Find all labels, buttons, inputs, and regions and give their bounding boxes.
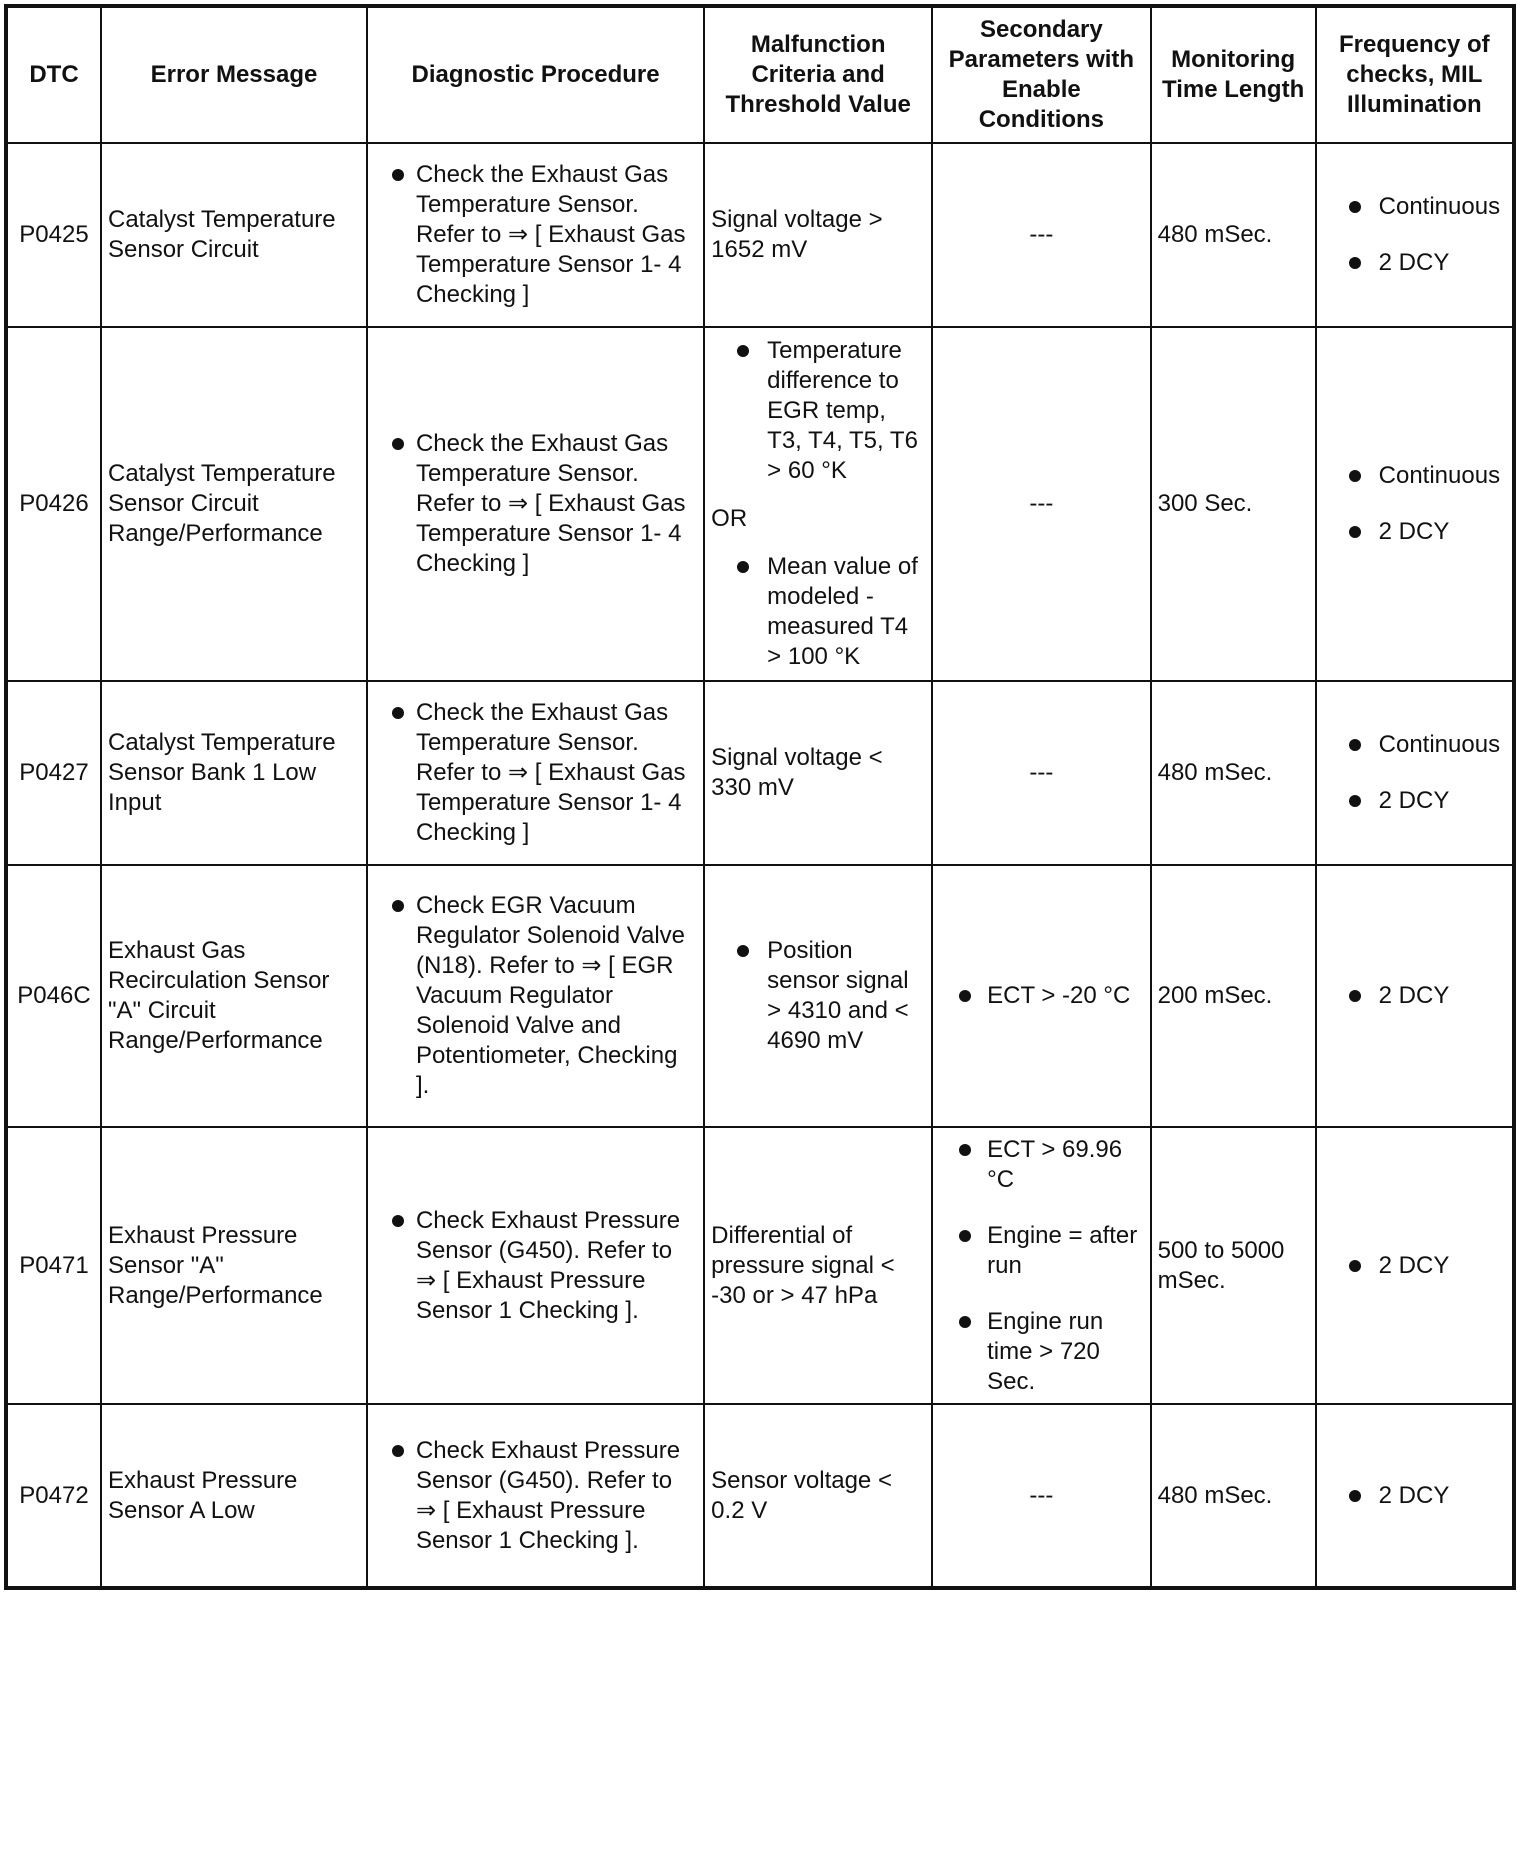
diagnostic-procedure <box>367 143 704 327</box>
criteria-item: Mean value of modeled - measured T4 > 100 °K <box>711 552 925 672</box>
diagnostic-procedure <box>367 681 704 865</box>
monitoring-time: 500 to 5000 mSec. <box>1151 1127 1316 1404</box>
frequency <box>1316 1404 1514 1588</box>
malfunction-criteria: Sensor voltage < 0.2 V <box>704 1404 932 1588</box>
diagnostic-procedure <box>367 865 704 1127</box>
diagnostic-procedure <box>367 327 704 681</box>
secondary-parameters: --- <box>932 681 1150 865</box>
header-secondary-parameters: Secondary Parameters with Enable Conditions <box>932 6 1150 143</box>
dtc-code: P0425 <box>6 143 101 327</box>
criteria-item: Position sensor signal > 4310 and < 4690 mV <box>711 936 925 1056</box>
monitoring-time: 480 mSec. <box>1151 1404 1316 1588</box>
dtc-code: P0426 <box>6 327 101 681</box>
header-dtc: DTC <box>6 6 101 143</box>
frequency-item: 2 DCY <box>1323 1481 1506 1511</box>
procedure-item: Check the Exhaust Gas Temperature Sensor. Refer to ⇒ [ Exhaust Gas Temperature Sensor 1- 4 Checking ] <box>374 160 697 310</box>
malfunction-criteria: Signal voltage < 330 mV <box>704 681 932 865</box>
frequency-item: Continuous <box>1323 730 1506 760</box>
procedure-item: Check EGR Vacuum Regulator Solenoid Valve (N18). Refer to ⇒ [ EGR Vacuum Regulator Solenoid Valve and Potentiometer, Checking ]. <box>374 891 697 1101</box>
table-row <box>6 681 1514 865</box>
dtc-table <box>4 4 1516 1590</box>
frequency-item: Continuous <box>1323 192 1506 222</box>
secondary-item: ECT > -20 °C <box>939 981 1143 1011</box>
procedure-item: Check the Exhaust Gas Temperature Sensor. Refer to ⇒ [ Exhaust Gas Temperature Sensor 1- 4 Checking ] <box>374 698 697 848</box>
frequency <box>1316 1127 1514 1404</box>
error-message: Exhaust Pressure Sensor A Low <box>101 1404 367 1588</box>
secondary-item: ECT > 69.96 °C <box>939 1135 1143 1195</box>
error-message: Exhaust Pressure Sensor "A" Range/Performance <box>101 1127 367 1404</box>
diagnostic-procedure <box>367 1127 704 1404</box>
secondary-parameters: --- <box>932 143 1150 327</box>
secondary-item: Engine = after run <box>939 1221 1143 1281</box>
dtc-code: P0427 <box>6 681 101 865</box>
table-row <box>6 143 1514 327</box>
dtc-code: P046C <box>6 865 101 1127</box>
monitoring-time: 300 Sec. <box>1151 327 1316 681</box>
malfunction-criteria: Signal voltage > 1652 mV <box>704 143 932 327</box>
malfunction-criteria <box>704 865 932 1127</box>
error-message: Exhaust Gas Recirculation Sensor "A" Circuit Range/Performance <box>101 865 367 1127</box>
frequency <box>1316 327 1514 681</box>
monitoring-time: 480 mSec. <box>1151 681 1316 865</box>
malfunction-criteria <box>704 327 932 681</box>
header-monitoring-time: Monitoring Time Length <box>1151 6 1316 143</box>
error-message: Catalyst Temperature Sensor Circuit <box>101 143 367 327</box>
frequency-item: Continuous <box>1323 461 1506 491</box>
frequency-item: 2 DCY <box>1323 248 1506 278</box>
dtc-table-container <box>4 4 1516 1590</box>
header-row <box>6 6 1514 143</box>
frequency-item: 2 DCY <box>1323 786 1506 816</box>
criteria-item: Temperature difference to EGR temp, T3, T4, T5, T6 > 60 °K <box>711 336 925 486</box>
malfunction-criteria: Differential of pressure signal < -30 or > 47 hPa <box>704 1127 932 1404</box>
monitoring-time: 200 mSec. <box>1151 865 1316 1127</box>
monitoring-time: 480 mSec. <box>1151 143 1316 327</box>
procedure-item: Check the Exhaust Gas Temperature Sensor. Refer to ⇒ [ Exhaust Gas Temperature Sensor 1- 4 Checking ] <box>374 429 697 579</box>
criteria-or: OR <box>711 505 748 532</box>
secondary-parameters <box>932 1127 1150 1404</box>
frequency <box>1316 865 1514 1127</box>
frequency-item: 2 DCY <box>1323 517 1506 547</box>
procedure-item: Check Exhaust Pressure Sensor (G450). Refer to ⇒ [ Exhaust Pressure Sensor 1 Checking ]. <box>374 1206 697 1326</box>
header-frequency: Frequency of checks, MIL Illumination <box>1316 6 1514 143</box>
diagnostic-procedure <box>367 1404 704 1588</box>
header-diagnostic-procedure: Diagnostic Procedure <box>367 6 704 143</box>
header-error-message: Error Message <box>101 6 367 143</box>
frequency <box>1316 681 1514 865</box>
error-message: Catalyst Temperature Sensor Bank 1 Low Input <box>101 681 367 865</box>
header-malfunction-criteria: Malfunction Criteria and Threshold Value <box>704 6 932 143</box>
secondary-parameters <box>932 865 1150 1127</box>
procedure-item: Check Exhaust Pressure Sensor (G450). Refer to ⇒ [ Exhaust Pressure Sensor 1 Checking ]. <box>374 1436 697 1556</box>
secondary-parameters: --- <box>932 327 1150 681</box>
table-row <box>6 327 1514 681</box>
dtc-code: P0472 <box>6 1404 101 1588</box>
frequency <box>1316 143 1514 327</box>
frequency-item: 2 DCY <box>1323 1251 1506 1281</box>
table-row <box>6 1127 1514 1404</box>
table-row <box>6 865 1514 1127</box>
error-message: Catalyst Temperature Sensor Circuit Range/Performance <box>101 327 367 681</box>
frequency-item: 2 DCY <box>1323 981 1506 1011</box>
secondary-parameters: --- <box>932 1404 1150 1588</box>
dtc-code: P0471 <box>6 1127 101 1404</box>
table-row <box>6 1404 1514 1588</box>
secondary-item: Engine run time > 720 Sec. <box>939 1307 1143 1397</box>
